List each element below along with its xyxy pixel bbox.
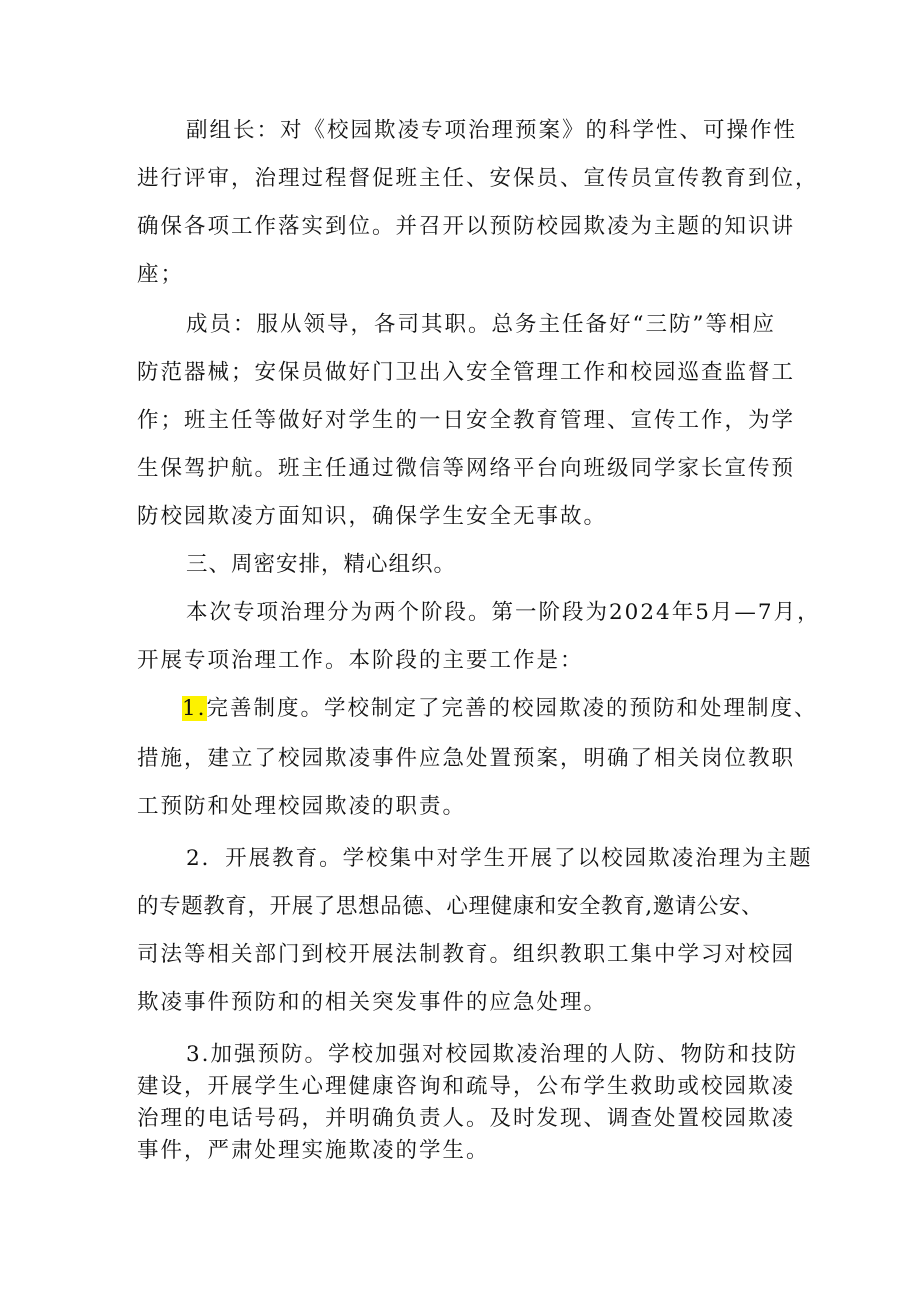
item-1-text-1: 完善制度。学校制定了完善的校园欺凌的预防和处理制度、 — [206, 696, 818, 721]
section-three-heading: 三、周密安排，精心组织。 — [186, 552, 457, 577]
members-line-3: 作；班主任等做好对学生的一日安全教育管理、宣传工作，为学 — [137, 408, 796, 433]
item-1-line-2: 措施，建立了校园欺凌事件应急处置预案，明确了相关岗位教职 — [137, 746, 796, 771]
item-2-line-4: 欺凌事件预防和的相关突发事件的应急处理。 — [137, 990, 608, 1015]
item-2-line-3: 司法等相关部门到校开展法制教育。组织教职工集中学习对校园 — [137, 942, 796, 967]
deputy-leader-line-3: 确保各项工作落实到位。并召开以预防校园欺凌为主题的知识讲 — [137, 214, 796, 239]
stages-line-1: 本次专项治理分为两个阶段。第一阶段为2024年5月—7月， — [186, 600, 821, 625]
members-line-5: 防校园欺凌方面知识，确保学生安全无事故。 — [137, 504, 608, 529]
item-3-line-3: 治理的电话号码，并明确负责人。及时发现、调查处置校园欺凌 — [137, 1106, 796, 1131]
members-line-1: 成员：服从领导，各司其职。总务主任备好“三防”等相应 — [186, 312, 776, 337]
members-line-4: 生保驾护航。班主任通过微信等网络平台向班级同学家长宣传预 — [137, 456, 796, 481]
item-3-line-4: 事件，严肃处理实施欺凌的学生。 — [137, 1138, 490, 1163]
item-2-line-2: 的专题教育，开展了思想品德、心理健康和安全教育,邀请公安、 — [137, 894, 764, 919]
stages-line-2: 开展专项治理工作。本阶段的主要工作是： — [137, 648, 584, 673]
deputy-leader-line-4: 座； — [137, 262, 185, 287]
highlighted-item-number: 1. — [182, 696, 207, 721]
deputy-leader-line-1: 副组长：对《校园欺凌专项治理预案》的科学性、可操作性 — [186, 118, 798, 143]
item-2-line-1: 2．开展教育。学校集中对学生开展了以校园欺凌治理为主题 — [186, 846, 813, 871]
item-1-line-3: 工预防和处理校园欺凌的职责。 — [137, 794, 467, 819]
item-1-line-1 — [182, 694, 818, 724]
deputy-leader-line-2: 进行评审，治理过程督促班主任、安保员、宣传员宣传教育到位， — [137, 166, 819, 191]
item-3-line-1: 3.加强预防。学校加强对校园欺凌治理的人防、物防和技防 — [186, 1042, 799, 1067]
item-3-line-2: 建设，开展学生心理健康咨询和疏导，公布学生救助或校园欺凌 — [137, 1074, 796, 1099]
members-line-2: 防范器械；安保员做好门卫出入安全管理工作和校园巡查监督工 — [137, 360, 796, 385]
